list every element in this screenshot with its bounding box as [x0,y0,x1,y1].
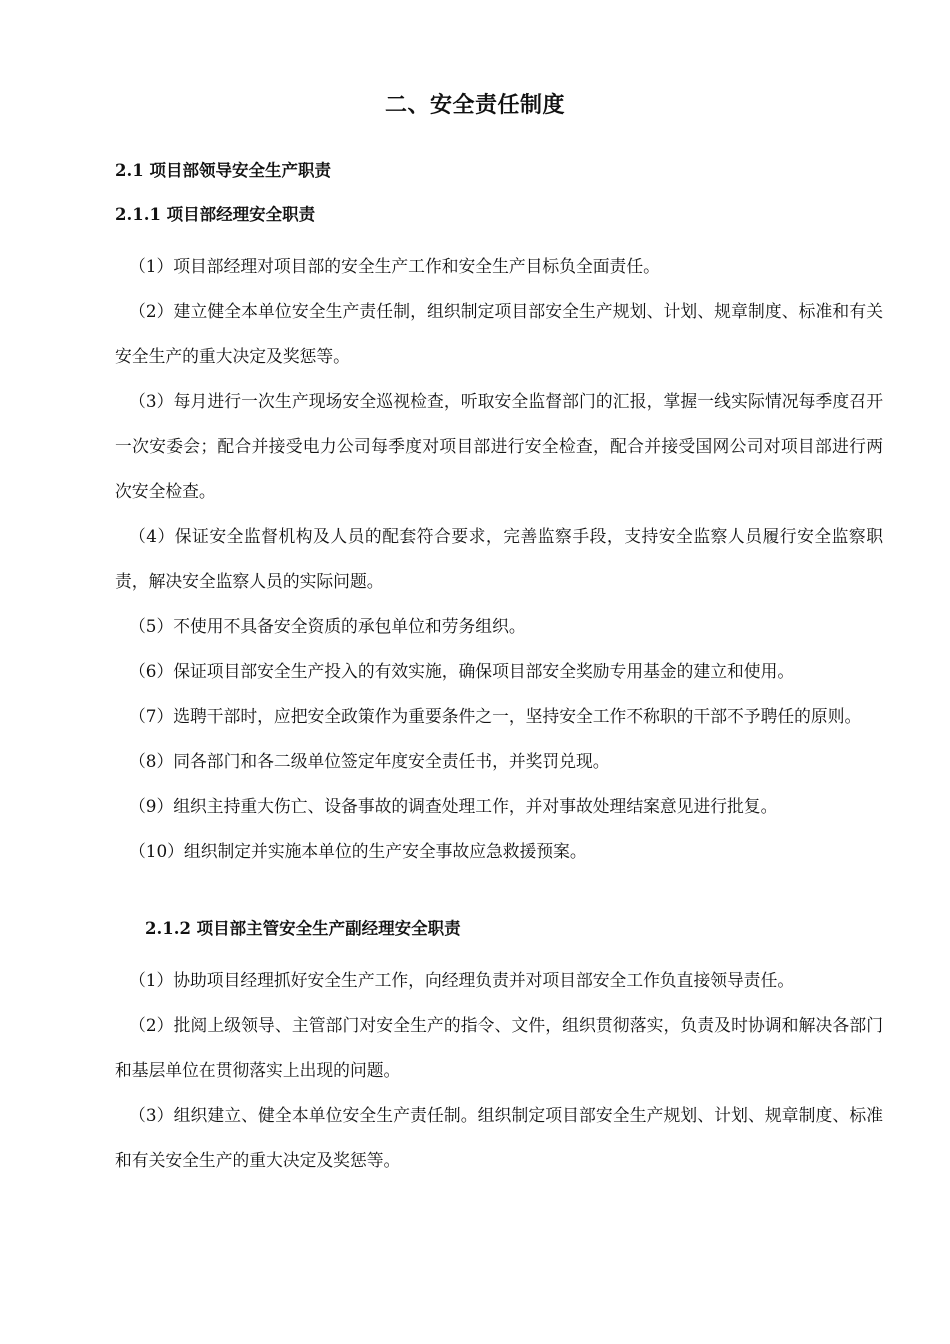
paragraph: （1）项目部经理对项目部的安全生产工作和安全生产目标负全面责任。 [129,256,660,276]
document-title: 二、安全责任制度 [384,92,565,118]
paragraph: （4）保证安全监督机构及人员的配套符合要求，完善监察手段，支持安全监察人员履行安全监察职责，解决安全监察人员的实际问题。 [115,526,883,591]
section-heading-2-1-2: 2.1.2 项目部主管安全生产副经理安全职责 [145,919,461,938]
section-heading-2-1: 2.1 项目部领导安全生产职责 [115,161,331,180]
paragraph: （9）组织主持重大伤亡、设备事故的调查处理工作，并对事故处理结案意见进行批复。 [129,796,778,816]
section-heading-2-1-1: 2.1.1 项目部经理安全职责 [115,205,316,224]
paragraph: （3）组织建立、健全本单位安全生产责任制。组织制定项目部安全生产规划、计划、规章制度、标准和有关安全生产的重大决定及奖惩等。 [115,1105,883,1170]
document-body [115,156,883,1183]
paragraph: （2）批阅上级领导、主管部门对安全生产的指令、文件，组织贯彻落实，负责及时协调和解决各部门和基层单位在贯彻落实上出现的问题。 [115,1015,883,1080]
paragraph: （8）同各部门和各二级单位签定年度安全责任书，并奖罚兑现。 [129,751,610,771]
paragraph: （2）建立健全本单位安全生产责任制，组织制定项目部安全生产规划、计划、规章制度、标准和有关安全生产的重大决定及奖惩等。 [115,301,883,366]
paragraph: （3）每月进行一次生产现场安全巡视检查，听取安全监督部门的汇报，掌握一线实际情况每季度召开一次安委会；配合并接受电力公司每季度对项目部进行安全检查，配合并接受国网公司对项目部进行两次安全检查。 [115,391,883,501]
paragraph: （1）协助项目经理抓好安全生产工作，向经理负责并对项目部安全工作负直接领导责任。 [129,970,795,990]
paragraph: （10）组织制定并实施本单位的生产安全事故应急救援预案。 [129,841,587,861]
paragraph: （5）不使用不具备安全资质的承包单位和劳务组织。 [129,616,526,636]
paragraph: （7）选聘干部时，应把安全政策作为重要条件之一，坚持安全工作不称职的干部不予聘任的原则。 [129,706,862,726]
paragraph: （6）保证项目部安全生产投入的有效实施，确保项目部安全奖励专用基金的建立和使用。 [129,661,795,681]
